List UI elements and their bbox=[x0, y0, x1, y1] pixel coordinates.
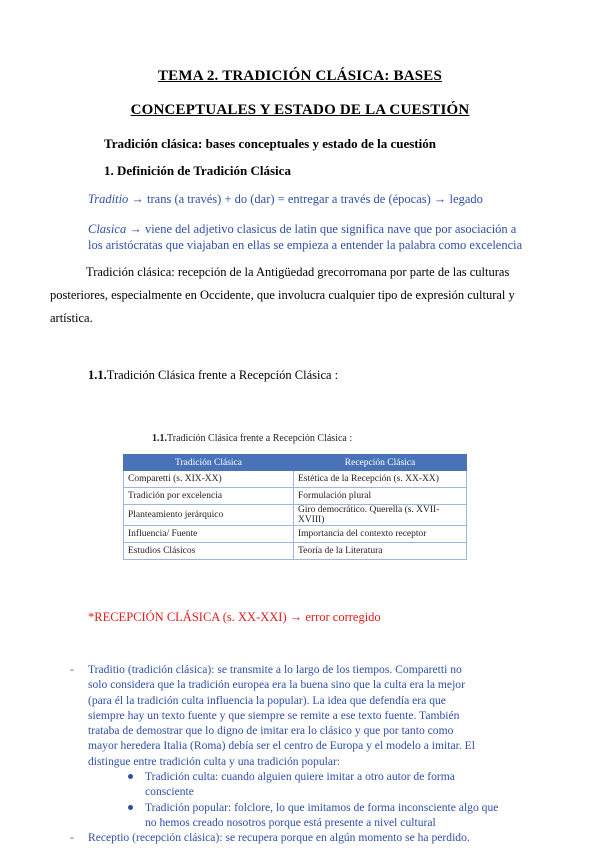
page-title-line-2: CONCEPTUALES Y ESTADO DE LA CUESTIÓN bbox=[130, 102, 470, 118]
table-caption-number: 1.1. bbox=[152, 433, 167, 444]
table-cell: Importancia del contexto receptor bbox=[294, 526, 467, 543]
page-title-line-1: TEMA 2. TRADICIÓN CLÁSICA: BASES bbox=[157, 68, 443, 84]
bullet-marker bbox=[128, 805, 133, 810]
table-cell: Estudios Clásicos bbox=[124, 543, 294, 560]
table-cell: Comparetti (s. XIX-XX) bbox=[124, 471, 294, 488]
table-cell: Tradición por excelencia bbox=[124, 488, 294, 505]
table-cell: Formulación plural bbox=[294, 488, 467, 505]
clasica-term: Clasica bbox=[88, 222, 127, 236]
clasica-text-1: → viene del adjetivo clasicus de latin que significa nave que por asociación a bbox=[126, 222, 517, 236]
dash-marker: - bbox=[70, 831, 74, 845]
table-row bbox=[124, 526, 467, 543]
list-line: mayor heredera Italia (Roma) debía ser el centro de Europa y el modelo a imitar. El bbox=[88, 739, 475, 753]
sub-item-culta bbox=[88, 769, 528, 800]
subheading: Tradición clásica: bases conceptuales y estado de la cuestión bbox=[104, 136, 436, 151]
reception-note: *RECEPCIÓN CLÁSICA (s. XX-XXI) → error corregido bbox=[88, 610, 381, 624]
sub-item-popular bbox=[88, 800, 528, 831]
table-cell: Teoría de la Literatura bbox=[294, 543, 467, 560]
dash-marker: - bbox=[70, 663, 74, 676]
table-header-cell: Tradición Clásica bbox=[124, 455, 294, 471]
table-header-cell: Recepción Clásica bbox=[294, 455, 467, 471]
list-line: Tradición popular: folclore, lo que imitamos de forma inconsciente algo que bbox=[145, 800, 499, 814]
table-row bbox=[124, 488, 467, 505]
traditio-term: Traditio bbox=[88, 192, 129, 206]
list-line: consciente bbox=[145, 785, 194, 799]
table-cell: Estética de la Recepción (s. XX-XX) bbox=[294, 471, 467, 488]
table-cell: Influencia/ Fuente bbox=[124, 526, 294, 543]
definition-line-2: posteriores, especialmente en Occidente, que involucra cualquier tipo de expresión cultural y bbox=[50, 288, 515, 302]
definition-line-1: Tradición clásica: recepción de la Antigüedad grecorromana por parte de las culturas bbox=[86, 265, 510, 279]
section-1-1-heading bbox=[88, 368, 338, 383]
definition-line-3: artística. bbox=[50, 311, 93, 325]
list-line: Traditio (tradición clásica): se transmite a lo largo de los tiempos. Comparetti no bbox=[88, 663, 462, 676]
list-line: trataba de demostrar que lo digno de imitar era lo clásico y que por tanto como bbox=[88, 724, 454, 738]
section-1-1-text: Tradición Clásica frente a Recepción Clásica : bbox=[106, 368, 339, 382]
list-line: Receptio (recepción clásica): se recupera porque en algún momento se ha perdido. bbox=[88, 831, 470, 845]
concept-list bbox=[70, 662, 528, 846]
table-row bbox=[124, 543, 467, 560]
traditio-definition bbox=[88, 192, 483, 207]
section-1-heading: 1. Definición de Tradición Clásica bbox=[104, 163, 291, 178]
list-line: solo considera que la tradición europea era la buena sino que la culta era la mejor bbox=[88, 678, 465, 692]
table-row bbox=[124, 505, 467, 526]
section-1-1-number: 1.1. bbox=[88, 368, 107, 382]
table-header-row bbox=[124, 455, 467, 471]
traditio-text: → trans (a través) + do (dar) = entregar a través de (épocas) → legado bbox=[128, 192, 483, 206]
comparison-table bbox=[123, 454, 467, 560]
list-line: Tradición culta: cuando alguien quiere imitar a otro autor de forma bbox=[145, 770, 455, 784]
list-line: no hemos creado nosotros porque está presente a nivel cultural bbox=[145, 815, 436, 829]
table-row bbox=[124, 471, 467, 488]
list-item-receptio bbox=[70, 830, 528, 845]
table-cell: Planteamiento jerárquico bbox=[124, 505, 294, 526]
table-caption bbox=[152, 433, 352, 444]
list-line: (para él la tradición culta influencia la popular). La idea que defendía era que bbox=[88, 693, 446, 707]
table-cell: Giro democrático. Querella (s. XVII-XVIII) bbox=[294, 505, 467, 526]
list-line: distingue entre tradición culta y una tradición popular: bbox=[88, 754, 341, 768]
table-caption-text: Tradición Clásica frente a Recepción Clásica : bbox=[167, 433, 353, 444]
list-line: siempre hay un texto fuente y que siempre se remite a ese texto fuente. También bbox=[88, 708, 460, 722]
clasica-text-2: los aristócratas que viajaban en ellas se empieza a entender la palabra como excelencia bbox=[88, 238, 523, 252]
bullet-marker bbox=[128, 774, 133, 779]
clasica-definition bbox=[88, 222, 516, 237]
list-item-traditio bbox=[70, 662, 528, 769]
